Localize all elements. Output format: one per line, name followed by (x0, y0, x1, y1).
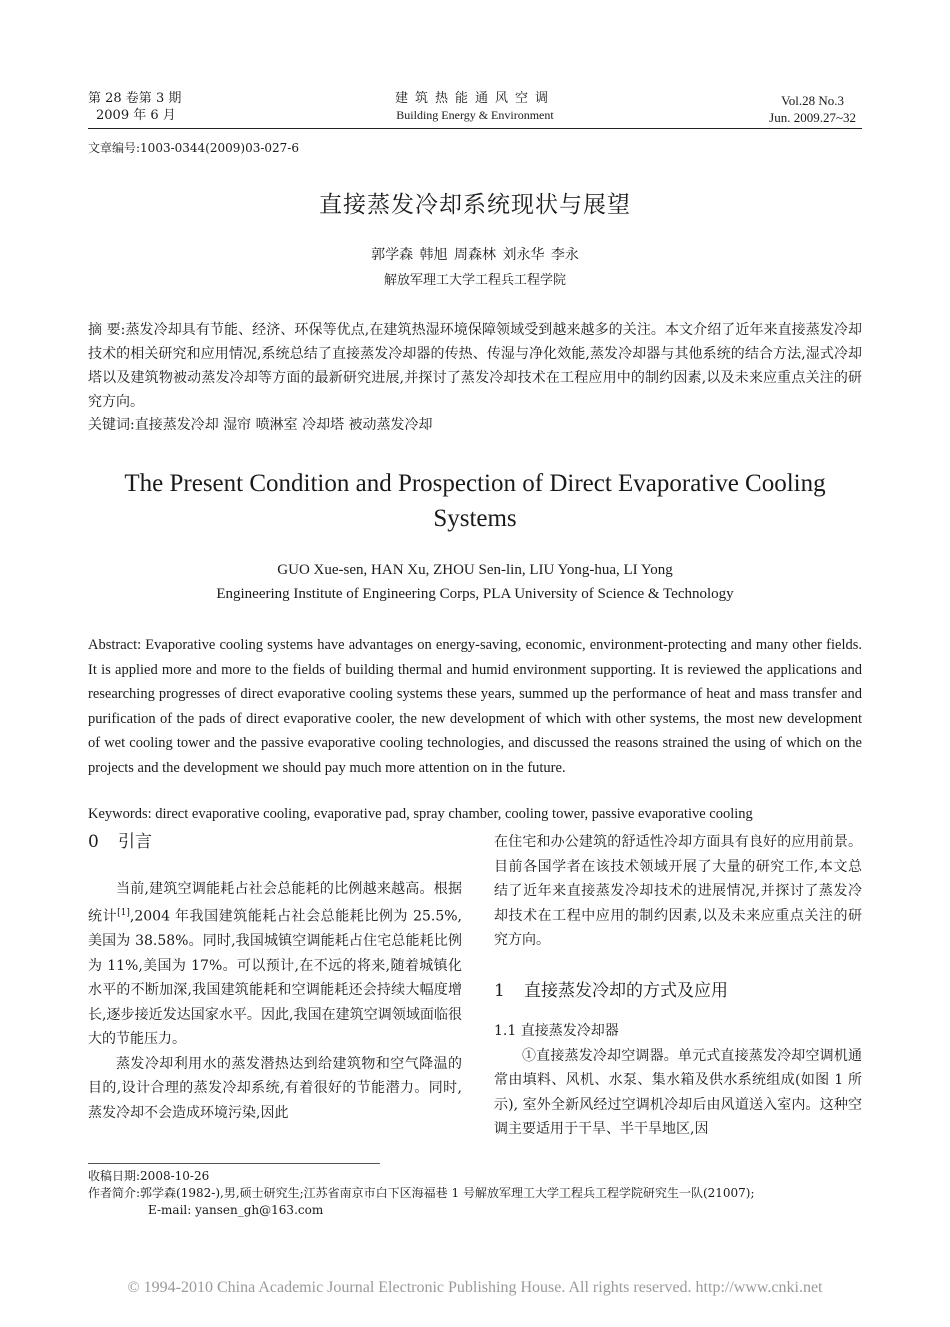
affiliation-cn: 解放军理工大学工程兵工程学院 (383, 273, 566, 288)
journal-volume-en (769, 92, 856, 126)
body-left-column (88, 830, 462, 1125)
author-info: 作者简介:郭学森(1982-),男,硕士研究生;江苏省南京市白下区海福巷 1 号解放军理工大学工程兵工程学院研究生一队(21007); (88, 1186, 755, 1200)
subsection-1-1-heading: 1.1 直接蒸发冷却器 (494, 1023, 619, 1039)
intro-paragraph-1 (88, 877, 462, 1052)
section-0-number: 0 (88, 832, 99, 852)
received-date: 收稿日期:2008-10-26 (88, 1169, 210, 1183)
volume-issue: 第 28 卷第 3 期 (88, 91, 182, 106)
pages-en: Jun. 2009.27~32 (769, 110, 856, 125)
footnotes (88, 1168, 862, 1219)
intro-paragraph-2-continued: 在住宅和办公建筑的舒适性冷却方面具有良好的应用前景。目前各国学者在该技术领域开展了大量的研究工作,本文总结了近年来直接蒸发冷却技术的进展情况,并探讨了蒸发冷却技术在工程中应用的制约因素,以及未来应重点关注的研究方向。 (494, 834, 862, 948)
section-1-title: 直接蒸发冷却的方式及应用 (524, 980, 728, 1001)
intro-p1-text-a: 当前,建筑空调能耗占社会总能耗的比例越来越高。根据统计 (88, 880, 462, 925)
affiliation-en: Engineering Institute of Engineering Corps, PLA University of Science & Technology (216, 586, 734, 602)
volume-issue-en: Vol.28 No.3 (781, 93, 845, 108)
citation-ref: [1] (117, 908, 130, 918)
body-right-column (494, 830, 862, 1142)
keywords-cn: 关键词:直接蒸发冷却 湿帘 喷淋室 冷却塔 被动蒸发冷却 (88, 417, 433, 433)
copyright-watermark: © 1994-2010 China Academic Journal Electronic Publishing House. All rights reserved. http://www.cnki.net (127, 1279, 823, 1296)
section-0-heading (88, 830, 462, 855)
intro-p1-text-b: ,2004 年我国建筑能耗占社会总能耗比例为 25.5%,美国为 38.58%。同时,我国城镇空调能耗占住宅总能耗比例为 11%,美国为 17%。可以预计,在不远的将来,随着城镇化水平的不断加深,我国建筑能耗和空调能耗还会持续大幅度增长,逐步接近发达国家水平。因此,我国在建筑空调领域面临很大的节能压力。 (88, 908, 463, 1048)
author-email: E-mail: yansen_gh@163.com (148, 1203, 324, 1217)
keywords-en: Keywords: direct evaporative cooling, evaporative pad, spray chamber, cooling tower, passive evaporative cooling (88, 806, 753, 822)
authors-cn: 郭学森 韩旭 周森林 刘永华 李永 (371, 247, 579, 263)
journal-name-en: Building Energy & Environment (396, 108, 554, 122)
journal-name-cn: 建筑热能通风空调 (394, 91, 555, 106)
section-0-title: 引言 (118, 832, 152, 852)
section-1-paragraph-1: ①直接蒸发冷却空调器。单元式直接蒸发冷却空调机通常由填料、风机、水泵、集水箱及供水系统组成(如图 1 所示), 室外全新风经过空调机冷却后由风道送入室内。这种空调主要适用于干旱、半干旱地区,因 (494, 1047, 862, 1137)
publish-date: 2009 年 6 月 (96, 108, 176, 123)
authors-en: GUO Xue-sen, HAN Xu, ZHOU Sen-lin, LIU Yong-hua, LI Yong (277, 562, 673, 578)
section-1-heading (494, 979, 862, 1004)
article-number: 文章编号:1003-0344(2009)03-027-6 (88, 141, 299, 155)
paper-title-en: The Present Condition and Prospection of Direct Evaporative Cooling Systems (124, 470, 826, 532)
header-divider (88, 128, 862, 129)
footnote-divider (88, 1163, 380, 1164)
intro-paragraph-2: 蒸发冷却利用水的蒸发潜热达到给建筑物和空气降温的目的,设计合理的蒸发冷却系统,有着很好的节能潜力。同时,蒸发冷却不会造成环境污染,因此 (88, 1055, 462, 1121)
abstract-en: Abstract: Evaporative cooling systems have advantages on energy-saving, economic, environment-protecting and many other fields. It is applied more and more to the fields of building thermal and humid environment supporting. It is reviewed the applications and researching progresses of direct evaporative cooling systems these years, summed up the performance of heat and mass transfer and purification of the pads of direct evaporative cooler, the new development of which with other systems, the most new development of wet cooling tower and the passive evaporative cooling technologies, and discussed the reasons strained the using of which on the projects and the development we should pay much more attention on in the future. (88, 637, 862, 776)
section-1-number: 1 (494, 980, 505, 1001)
paper-title-cn: 直接蒸发冷却系统现状与展望 (319, 192, 631, 218)
abstract-cn: 摘 要:蒸发冷却具有节能、经济、环保等优点,在建筑热湿环境保障领域受到越来越多的关注。本文介绍了近年来直接蒸发冷却技术的相关研究和应用情况,系统总结了直接蒸发冷却器的传热、传湿与净化效能,蒸发冷却器与其他系统的结合方法,湿式冷却塔以及建筑物被动蒸发冷却等方面的最新研究进展,并探讨了蒸发冷却技术在工程应用中的制约因素,以及未来应重点关注的研究方向。 (88, 322, 862, 410)
